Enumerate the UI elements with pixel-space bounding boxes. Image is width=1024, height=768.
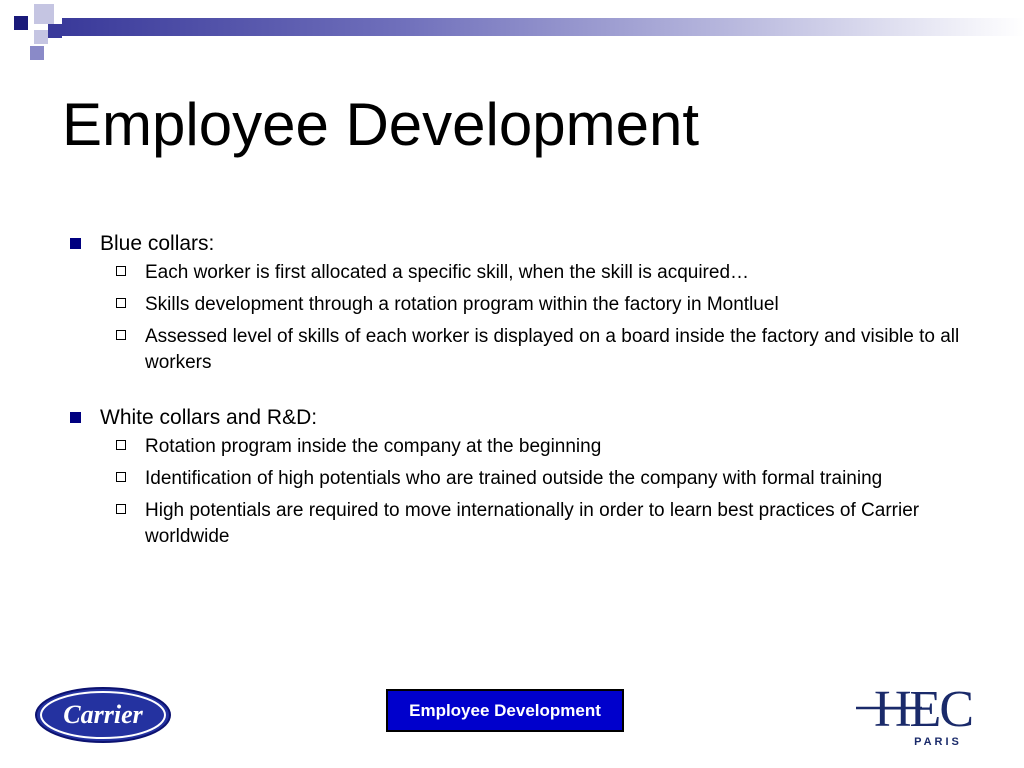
list-item-text: High potentials are required to move internationally in order to learn best practices of Carrier worldwide [145,500,920,547]
carrier-logo [34,686,172,744]
bullet-list [70,260,970,376]
section-heading-text: Blue collars: [100,232,215,255]
corner-square-3 [34,30,48,44]
footer-label: Employee Development [386,689,624,732]
slide-content [70,230,970,578]
list-item-text: Identification of high potentials who are trained outside the company with formal training [145,468,883,489]
corner-square-5 [30,46,44,60]
list-item [70,498,970,550]
hec-paris-logo [852,680,994,750]
carrier-logo-text: Carrier [63,700,143,729]
list-item-text: Skills development through a rotation program within the factory in Montluel [145,294,779,315]
slide-title: Employee Development [62,91,700,158]
hec-logo-text: HEC [874,681,972,738]
hollow-square-bullet-icon [116,440,126,450]
list-item [70,260,970,286]
header-gradient-bar [62,18,1024,36]
hollow-square-bullet-icon [116,472,126,482]
list-item [70,434,970,460]
corner-square-2 [34,4,54,24]
list-item-text: Assessed level of skills of each worker is displayed on a board inside the factory and visible to all workers [145,326,960,373]
square-bullet-icon [70,238,81,249]
list-item [70,292,970,318]
section-blue-collars [70,230,970,376]
corner-square-4 [48,24,62,38]
section-heading-text: White collars and R&D: [100,406,318,429]
list-item [70,324,970,376]
hec-logo-subtext: PARIS [914,736,962,748]
list-item-text: Each worker is first allocated a specific skill, when the skill is acquired… [145,262,750,283]
list-item [70,466,970,492]
hollow-square-bullet-icon [116,298,126,308]
section-heading [70,230,970,258]
bullet-list [70,434,970,550]
square-bullet-icon [70,412,81,423]
hollow-square-bullet-icon [116,504,126,514]
section-white-collars [70,404,970,550]
section-heading [70,404,970,432]
hollow-square-bullet-icon [116,330,126,340]
hollow-square-bullet-icon [116,266,126,276]
list-item-text: Rotation program inside the company at the beginning [145,436,602,457]
corner-square-1 [14,16,28,30]
